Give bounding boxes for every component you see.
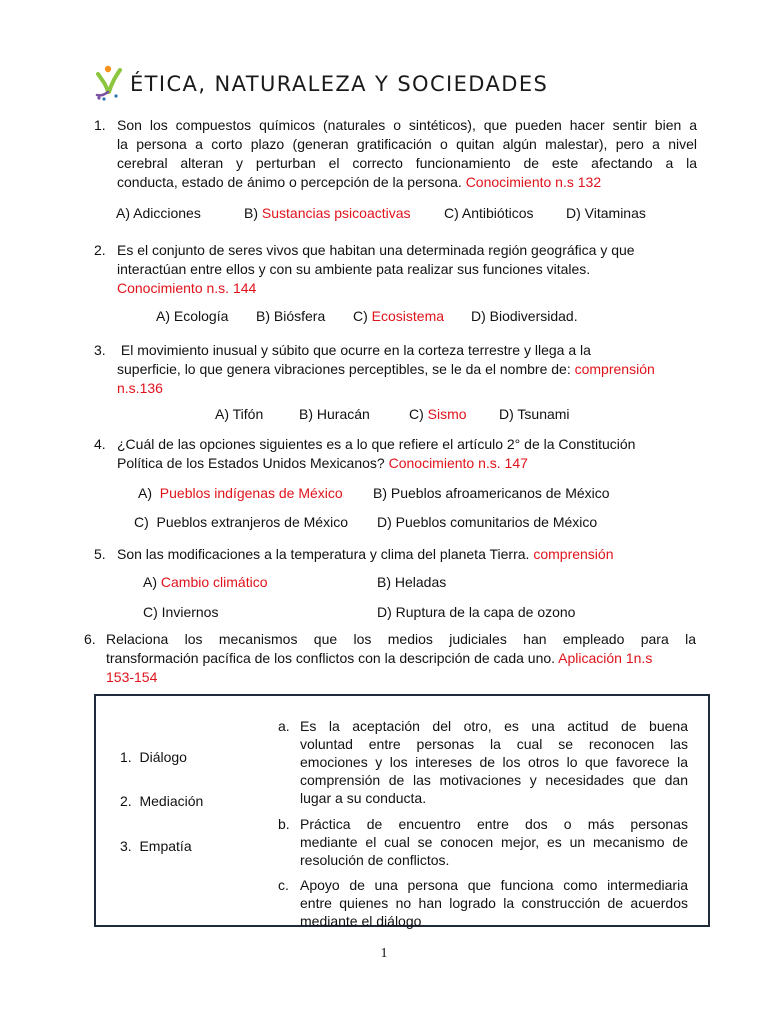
- option-d: D) Vitaminas: [566, 205, 646, 221]
- text-line: la persona a corto plazo (generan gratificación o quitan algún malestar), pero a nivel: [117, 136, 697, 152]
- right-item-c: [300, 876, 688, 930]
- left-item: [120, 748, 187, 767]
- text-segment: Son las modificaciones a la temperatura y clima del planeta Tierra.: [117, 546, 530, 562]
- option-d: D) Biodiversidad.: [471, 308, 578, 324]
- skill-tag: Conocimiento n.s. 144: [117, 280, 257, 296]
- skill-tag: comprensión: [533, 546, 614, 562]
- question-number: 5.: [94, 546, 106, 562]
- option-d: D) Ruptura de la capa de ozono: [377, 604, 576, 620]
- text-line: [106, 649, 696, 668]
- text-line: [117, 454, 707, 473]
- option-letter: A): [143, 574, 157, 590]
- right-item-b: [300, 815, 688, 869]
- question-5-text: [117, 545, 707, 564]
- page-title: ÉTICA, NATURALEZA Y SOCIEDADES: [130, 72, 549, 96]
- text-line: El movimiento inusual y súbito que ocurre en la corteza terrestre y llega a la: [117, 342, 591, 358]
- text-line: Es el conjunto de seres vivos que habitan una determinada región geográfica y que: [117, 242, 635, 258]
- text-line: voluntad entre personas la cual se reconocen las: [300, 736, 688, 752]
- skill-tag: 153-154: [106, 669, 158, 685]
- page-number: 1: [380, 946, 388, 961]
- item-letter: b.: [278, 816, 290, 832]
- option-letter: A): [138, 485, 152, 501]
- text-line: cerebral alteran y perturban el correcto funcionamiento de este afectando a la: [117, 155, 697, 171]
- text-line: comprensión de las motivaciones y necesidades que dan: [300, 772, 688, 788]
- text-line: [117, 173, 697, 192]
- logo-icon: [92, 62, 130, 102]
- skill-tag: Aplicación 1n.s: [558, 650, 653, 666]
- text-line: mediante el diálogo: [300, 913, 422, 929]
- correct-answer: Sismo: [427, 406, 467, 422]
- option-a: A) Ecología: [156, 308, 229, 324]
- correct-answer: Pueblos indígenas de México: [159, 485, 343, 501]
- text-segment: Política de los Estados Unidos Mexicanos?: [117, 455, 385, 471]
- question-number: 3.: [94, 342, 106, 358]
- option-a: [143, 573, 267, 592]
- text-segment: conducta, estado de ánimo o percepción de la persona.: [117, 174, 462, 190]
- option-b: B) Heladas: [377, 574, 447, 590]
- option-letter: C): [353, 308, 368, 324]
- option-b: B) Huracán: [299, 406, 370, 422]
- text-line: Relaciona los mecanismos que los medios judiciales han empleado para la: [106, 631, 696, 647]
- text-line: Apoyo de una persona que funciona como intermediaria: [300, 877, 688, 893]
- option-letter: C): [409, 406, 424, 422]
- text-segment: transformación pacífica de los conflictos con la descripción de cada uno.: [106, 650, 556, 666]
- text-line: resolución de conflictos.: [300, 852, 450, 868]
- option-a: A) Adicciones: [116, 205, 201, 221]
- question-number: 2.: [94, 242, 106, 258]
- text-line: ¿Cuál de las opciones siguientes es a lo que refiere el artículo 2° de la Constitución: [117, 436, 636, 452]
- correct-answer: Cambio climático: [160, 574, 268, 590]
- option-c: C) Pueblos extranjeros de México: [134, 514, 348, 530]
- right-item-a: [300, 717, 688, 807]
- item-number: 2.: [120, 793, 132, 809]
- item-label: Mediación: [139, 793, 204, 809]
- text-line: interactúan entre ellos y con su ambiente pata realizar sus funciones vitales.: [117, 261, 591, 277]
- question-number: 6.: [84, 631, 96, 647]
- text-line: [117, 360, 707, 379]
- option-d: D) Tsunami: [499, 406, 570, 422]
- item-letter: c.: [278, 877, 289, 893]
- item-number: 3.: [120, 838, 132, 854]
- item-letter: a.: [278, 718, 290, 734]
- question-3-text: [117, 341, 707, 398]
- left-item: [120, 837, 192, 856]
- question-1-text: [117, 116, 697, 192]
- option-c: C) Antibióticos: [444, 205, 534, 221]
- option-a: A) Tifón: [215, 406, 264, 422]
- option-c: C) Inviernos: [143, 604, 219, 620]
- correct-answer: Ecosistema: [371, 308, 445, 324]
- text-line: Son los compuestos químicos (naturales o sintéticos), que pueden hacer sentir bien a: [117, 117, 697, 133]
- correct-answer: Sustancias psicoactivas: [261, 205, 411, 221]
- skill-tag: Conocimiento n.s 132: [465, 174, 602, 190]
- item-label: Empatía: [139, 838, 192, 854]
- skill-tag: Conocimiento n.s. 147: [388, 455, 528, 471]
- text-line: Práctica de encuentro entre dos o más personas: [300, 816, 688, 832]
- question-2-text: [117, 241, 707, 298]
- skill-tag: comprensión: [574, 361, 655, 377]
- item-label: Diálogo: [139, 749, 187, 765]
- option-letter: B): [244, 205, 258, 221]
- question-number: 1.: [94, 117, 106, 133]
- option-d: D) Pueblos comunitarios de México: [377, 514, 598, 530]
- option-b: [244, 204, 411, 223]
- text-line: mediante el cual se conocen mejor, es un mecanismo de: [300, 834, 688, 850]
- option-a: [138, 484, 343, 503]
- option-b: B) Biósfera: [256, 308, 326, 324]
- item-number: 1.: [120, 749, 132, 765]
- skill-tag: n.s.136: [117, 380, 163, 396]
- text-line: lugar a su conducta.: [300, 790, 427, 806]
- question-4-text: [117, 435, 707, 473]
- text-line: entre quienes no han logrado la construcción de acuerdos: [300, 895, 688, 911]
- option-c: [353, 307, 444, 326]
- question-number: 4.: [94, 436, 106, 452]
- text-line: Es la aceptación del otro, es una actitud de buena: [300, 718, 688, 734]
- text-segment: superficie, lo que genera vibraciones perceptibles, se le da el nombre de:: [117, 361, 571, 377]
- option-c: [409, 405, 467, 424]
- option-b: B) Pueblos afroamericanos de México: [373, 485, 610, 501]
- left-item: [120, 792, 203, 811]
- question-6-text: [106, 630, 696, 687]
- text-line: emociones y los intereses de los otros lo que favorece la: [300, 754, 688, 770]
